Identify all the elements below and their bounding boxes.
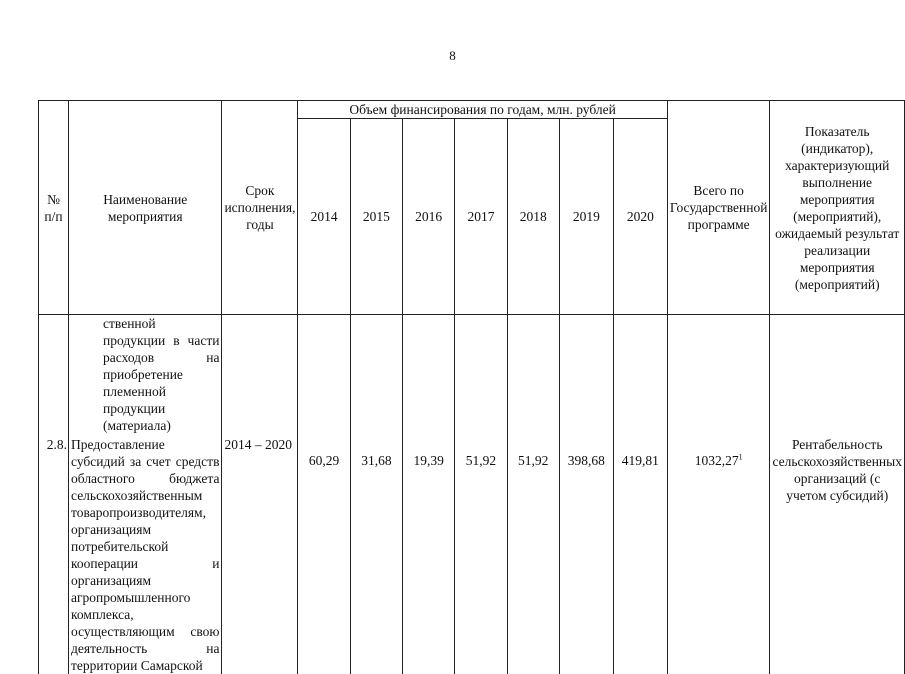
row-name: Предоставление субсидий за счет средств областного бюджета сельскохозяйственным товаропроизводителям, организациям потребительской кооперации и организациям агропромышленного комплекса, осуществляющим свою деятельность на территории Самарской (69, 434, 222, 674)
header-term: Срок исполнения, годы (222, 101, 298, 315)
row-value: 51,92 (465, 453, 497, 468)
row-number: 2.8. (39, 434, 69, 674)
row-total-value: 1032,27 (694, 453, 739, 468)
table-row (39, 434, 905, 674)
header-year: 2017 (455, 119, 507, 315)
header-name: Наименование мероприятия (69, 101, 222, 315)
header-indicator: Показатель (индикатор), характеризующий выполнение мероприятия (мероприятий), ожидаемый результат реализации мероприятия (мероприятий) (770, 101, 905, 315)
continuation-text: ственной продукции в части расходов на приобретение племенной продукции (материала) (69, 315, 222, 435)
page-number: 8 (449, 48, 456, 63)
row-value: 398,68 (567, 453, 605, 468)
row-value: 31,68 (361, 453, 392, 468)
row-value: 60,29 (308, 453, 340, 468)
header-total: Всего по Государственной программе (667, 101, 770, 315)
row-term: 2014 – 2020 (222, 434, 298, 674)
header-num: № п/п (39, 101, 69, 315)
row-value: 19,39 (413, 453, 444, 468)
header-year: 2019 (559, 119, 613, 315)
header-year: 2016 (403, 119, 455, 315)
table-row (39, 315, 905, 435)
header-year: 2014 (298, 119, 350, 315)
header-year: 2020 (613, 119, 667, 315)
header-year: 2018 (507, 119, 559, 315)
row-value: 51,92 (518, 453, 549, 468)
row-total (670, 436, 768, 469)
row-value: 419,81 (621, 453, 659, 468)
financing-table (38, 100, 905, 674)
footnote-marker: 1 (738, 452, 743, 462)
header-year: 2015 (350, 119, 402, 315)
header-funding: Объем финансирования по годам, млн. рублей (298, 101, 667, 119)
row-indicator: Рентабельность сельскохозяйственных организаций (с учетом субсидий) (770, 434, 905, 674)
